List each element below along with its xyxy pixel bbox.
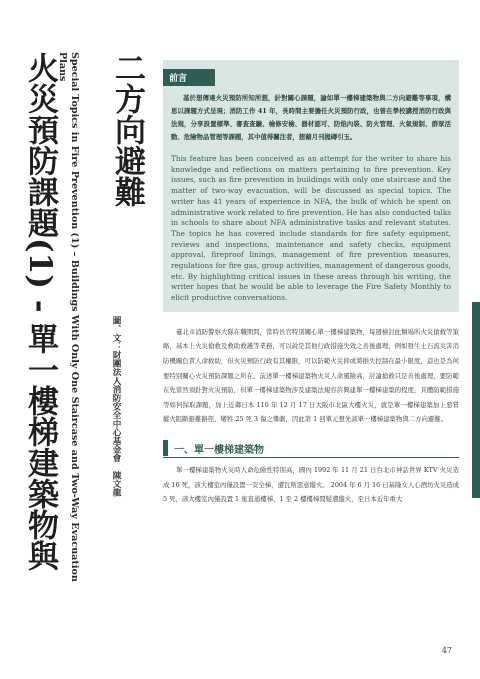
section-header	[163, 439, 459, 458]
title-line2: 火災預防課題(1) - 單一樓梯建築物與	[22, 52, 58, 572]
subtitle-en: Special Topics in Fire Prevention (1) – Buildings With Only One Staircase and Two-Way Evacuation Plans	[57, 52, 80, 582]
preface-heading: 前言	[163, 69, 215, 86]
side-tab	[472, 302, 480, 498]
preface-box	[163, 60, 459, 312]
article-column	[163, 60, 459, 507]
title-line1: 二方向避難	[109, 52, 145, 207]
page-number: 47	[441, 646, 452, 655]
title-column	[22, 52, 145, 612]
author-credit: 圖、文：財團法人消防安全中心基金會 陳文龍	[111, 316, 121, 497]
section-title: 一、單一樓梯建築物	[174, 444, 264, 456]
preface-zh: 基於想傳達火災預防所知所想，針對關心課題，論如單一樓梯建築物與二方向避難等事項，構思以課題方式呈現；消防工作 41 年，長時間主要擔任火災預防行政，也曾在學校講授消防行政與法規，分享設置標準、審查查驗、檢修安檢、器材認可、防焰內裝、防火管理、火氣規制、群眾活動、危險物品管理等課題，其中值得關注者，想藉月刊拋磚引玉。	[171, 94, 451, 141]
section-marker	[163, 440, 168, 456]
body-paragraph-2: 單一樓梯建築物火災時人命危險性特別高，國內 1992 年 11 月 21 日台北市神話世界 KTV 火災造成 16 死，該大樓室內僅設置一安全梯，遭瓦斯惡意縱火。 2004 年 6 月 16 日基隆女人心酒坊火災造成 5 死，該大樓室內僅設置 1 座直通樓梯，1 至 2 樓樓梯間疑遭縱火，至日本近年重大	[163, 466, 459, 504]
body-paragraph-1: 臺北市消防警察大隊在職期間，當時長官特別關心單一樓梯建築物，每週檢討此類場所火災搶救等策略，基本上火災搶救及救助救護等業務，可以說是其他行政措施失效之善後處理，例如發生土石流災害消防機關負責人命救助，但火災預防行政有其權限，可以防範火災抑或將損失控制在最小限度，這也是為何要特別關心火災預防課題之所在。前述單一樓梯建築物火災人命風險高，討論搶救只是善後處理，要防範在先當然須針對火災預防，但單一樓梯建築物涉及建築法規容許興建單一樓梯建築的程度，具體防範措施等如何採取課題，加上近鄰日本 110 年 12 月 17 日大阪市北區大樓火災，就是單一樓梯建築加上惡質縱火阻斷避難路徑，犧牲 25 死 3 傷之慘劇，因此第 1 回單元想先談單一樓梯建築物與二方向避難。	[163, 327, 459, 424]
preface-en: This feature has been conceived as an attempt for the writer to share his knowledge and reflections on matters pertaining to fire prevention. Key issues, such as fire prevention in buildings with only one staircase and the matter of two-way evacuation, will be discussed as special topics. The writer has 41 years of experience in NFA, the bulk of which he spent on administrative work related to fire prevention. He has also conducted talks in schools to share about NFA administrative tasks and relevant statutes. The topics he has covered include standards for fire safety equipment, reviews and inspections, maintenance and safety checks, equipment approval, fireproof linings, management of fire prevention measures, regulations for fire gas, group activities, management of dangerous goods, etc. By highlighting critical issues in these areas through his writing, the writer hopes that he would be able to leverage the Fire Safety Monthly to elicit productive conversations.	[171, 154, 451, 303]
